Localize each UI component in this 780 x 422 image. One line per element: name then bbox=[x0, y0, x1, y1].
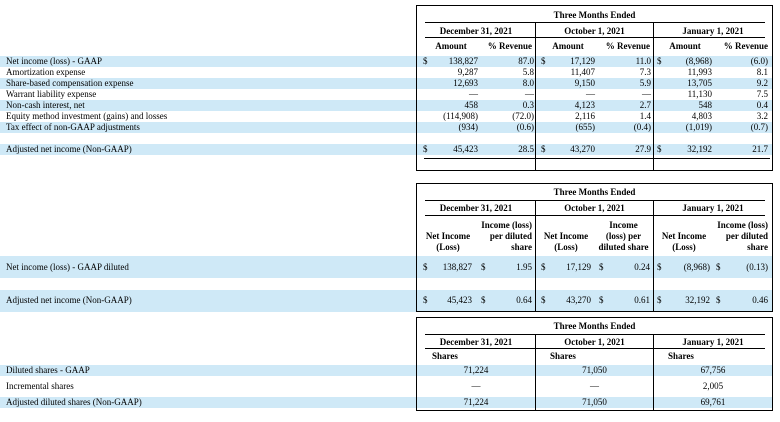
shares-cell: 71,050 bbox=[582, 397, 607, 407]
currency-symbol: $ bbox=[541, 56, 546, 66]
amount-cell: 4,123 bbox=[574, 100, 595, 110]
currency-symbol: $ bbox=[716, 262, 721, 272]
pct-cell: 7.3 bbox=[639, 67, 651, 77]
col-header-shares: Shares bbox=[550, 351, 576, 361]
shares-cell: 2,005 bbox=[702, 381, 724, 391]
divider bbox=[425, 334, 765, 335]
amount-cell: 32,192 bbox=[687, 144, 712, 154]
divider bbox=[653, 200, 654, 312]
currency-symbol: $ bbox=[599, 295, 604, 305]
period-header: October 1, 2021 bbox=[564, 337, 625, 347]
period-header: January 1, 2021 bbox=[682, 337, 744, 347]
amount-cell: 548 bbox=[698, 100, 712, 110]
currency-symbol: $ bbox=[541, 295, 546, 305]
pct-cell: 8.1 bbox=[756, 67, 768, 77]
pct-cell: 3.2 bbox=[756, 111, 768, 121]
pct-cell: 5.9 bbox=[639, 78, 651, 88]
col-header-eps: Income (loss) per diluted share bbox=[481, 220, 532, 252]
col-header-eps: Income (loss) per diluted share bbox=[717, 220, 768, 252]
amount-cell: (114,908) bbox=[443, 111, 478, 121]
currency-symbol: $ bbox=[541, 144, 546, 154]
row-label: Adjusted diluted shares (Non-GAAP) bbox=[6, 397, 142, 407]
amount-cell: 12,693 bbox=[453, 78, 478, 88]
col-header-amount: Amount bbox=[552, 41, 584, 51]
pct-cell: 0.4 bbox=[756, 100, 768, 110]
shares-cell: 71,050 bbox=[582, 365, 607, 375]
amount-cell: 17,129 bbox=[570, 56, 595, 66]
shares-cell: — bbox=[590, 381, 599, 391]
col-header-amount: Amount bbox=[435, 41, 467, 51]
currency-symbol: $ bbox=[423, 144, 428, 154]
shares-cell: 71,224 bbox=[463, 365, 489, 375]
currency-symbol: $ bbox=[541, 262, 546, 272]
amount-cell: 45,423 bbox=[453, 144, 478, 154]
amount-cell: 13,705 bbox=[687, 78, 712, 88]
eps-cell: 0.61 bbox=[634, 295, 650, 305]
pct-cell: 11.0 bbox=[635, 56, 651, 66]
currency-symbol: $ bbox=[716, 295, 721, 305]
col-header-pct: % Revenue bbox=[487, 41, 532, 51]
net-income-cell: 32,192 bbox=[685, 295, 710, 305]
amount-cell: 9,287 bbox=[457, 67, 478, 77]
eps-cell: (0.13) bbox=[746, 262, 768, 272]
row-label: Share-based compensation expense bbox=[6, 78, 134, 88]
net-income-cell: 17,129 bbox=[566, 262, 591, 272]
currency-symbol: $ bbox=[657, 56, 662, 66]
eps-cell: 0.64 bbox=[516, 295, 532, 305]
pct-cell: 28.5 bbox=[518, 144, 534, 154]
divider bbox=[425, 200, 765, 201]
pct-cell: 9.2 bbox=[756, 78, 768, 88]
currency-symbol: $ bbox=[657, 262, 662, 272]
row-label: Tax effect of non-GAAP adjustments bbox=[6, 122, 140, 132]
amount-cell: 4,803 bbox=[691, 111, 712, 121]
currency-symbol: $ bbox=[423, 56, 428, 66]
period-header: December 31, 2021 bbox=[439, 26, 513, 36]
divider bbox=[653, 22, 654, 171]
row-label: Diluted shares - GAAP bbox=[6, 365, 90, 375]
currency-symbol: $ bbox=[599, 262, 604, 272]
table1-title: Three Months Ended bbox=[553, 10, 636, 20]
amount-cell: — bbox=[469, 89, 478, 99]
col-header-shares: Shares bbox=[668, 351, 694, 361]
pct-cell: 2.7 bbox=[639, 100, 651, 110]
pct-cell: 5.8 bbox=[522, 67, 534, 77]
pct-cell: — bbox=[642, 89, 651, 99]
row-label: Non-cash interest, net bbox=[6, 100, 85, 110]
period-header: October 1, 2021 bbox=[564, 26, 625, 36]
amount-cell: 458 bbox=[464, 100, 478, 110]
col-header-shares: Shares bbox=[432, 351, 458, 361]
divider bbox=[425, 37, 765, 38]
eps-cell: 0.24 bbox=[634, 262, 650, 272]
pct-cell: 87.0 bbox=[518, 56, 534, 66]
row-label: Net income (loss) - GAAP bbox=[6, 56, 102, 66]
amount-cell: (8,968) bbox=[685, 56, 712, 66]
col-header-net-income: Net Income (Loss) bbox=[661, 231, 707, 252]
pct-cell: 7.5 bbox=[756, 89, 768, 99]
pct-cell: (72.0) bbox=[512, 111, 534, 121]
col-header-net-income: Net Income (Loss) bbox=[543, 231, 589, 252]
amount-cell: 2,116 bbox=[575, 111, 595, 121]
amount-cell: 9,150 bbox=[574, 78, 595, 88]
shares-cell: 69,761 bbox=[700, 397, 726, 407]
pct-cell: 1.4 bbox=[639, 111, 651, 121]
row-label: Warrant liability expense bbox=[6, 89, 97, 99]
subtotal-rule bbox=[424, 158, 770, 159]
col-header-pct: % Revenue bbox=[723, 41, 768, 51]
divider bbox=[425, 348, 765, 349]
period-header: October 1, 2021 bbox=[564, 203, 625, 213]
pct-cell: (0.4) bbox=[633, 122, 651, 132]
amount-cell: (934) bbox=[458, 122, 478, 132]
row-label: Incremental shares bbox=[6, 381, 74, 391]
col-header-pct: % Revenue bbox=[605, 41, 650, 51]
amount-cell: (655) bbox=[575, 122, 595, 132]
amount-cell: 43,270 bbox=[570, 144, 595, 154]
shares-cell: 67,756 bbox=[700, 365, 726, 375]
pct-cell: 21.7 bbox=[752, 144, 768, 154]
amount-cell: — bbox=[586, 89, 595, 99]
currency-symbol: $ bbox=[657, 144, 662, 154]
row-label: Adjusted net income (Non-GAAP) bbox=[6, 144, 132, 154]
amount-cell: (1,019) bbox=[685, 122, 712, 132]
currency-symbol: $ bbox=[481, 295, 486, 305]
currency-symbol: $ bbox=[423, 262, 428, 272]
eps-cell: 1.95 bbox=[516, 262, 532, 272]
amount-cell: 11,407 bbox=[570, 67, 595, 77]
period-header: January 1, 2021 bbox=[682, 203, 744, 213]
net-income-cell: (8,968) bbox=[683, 262, 710, 272]
eps-cell: 0.46 bbox=[752, 295, 768, 305]
shares-cell: — bbox=[471, 381, 481, 391]
pct-cell: (6.0) bbox=[750, 56, 768, 66]
net-income-cell: 138,827 bbox=[442, 262, 472, 272]
shares-cell: 71,224 bbox=[463, 397, 489, 407]
pct-cell: (0.7) bbox=[750, 122, 768, 132]
amount-cell: 11,130 bbox=[687, 89, 712, 99]
currency-symbol: $ bbox=[481, 262, 486, 272]
currency-symbol: $ bbox=[423, 295, 428, 305]
divider bbox=[535, 200, 536, 312]
net-income-cell: 45,423 bbox=[447, 295, 472, 305]
row-label: Equity method investment (gains) and losses bbox=[6, 111, 168, 121]
col-header-eps: Income (loss) per diluted share bbox=[598, 220, 649, 252]
col-header-net-income: Net Income (Loss) bbox=[425, 231, 471, 252]
period-header: December 31, 2021 bbox=[439, 337, 513, 347]
row-label: Amortization expense bbox=[6, 67, 86, 77]
amount-cell: 11,993 bbox=[687, 67, 712, 77]
pct-cell: — bbox=[525, 89, 534, 99]
net-income-cell: 43,270 bbox=[566, 295, 591, 305]
row-label: Net income (loss) - GAAP diluted bbox=[6, 262, 129, 272]
table3-title: Three Months Ended bbox=[553, 321, 636, 331]
amount-cell: 138,827 bbox=[448, 56, 478, 66]
divider bbox=[425, 22, 765, 23]
col-header-amount: Amount bbox=[669, 41, 701, 51]
pct-cell: 27.9 bbox=[635, 144, 651, 154]
divider bbox=[425, 215, 765, 216]
pct-cell: 0.3 bbox=[522, 100, 534, 110]
pct-cell: 8.0 bbox=[522, 78, 534, 88]
period-header: January 1, 2021 bbox=[682, 26, 744, 36]
period-header: December 31, 2021 bbox=[439, 203, 513, 213]
pct-cell: (0.6) bbox=[516, 122, 534, 132]
currency-symbol: $ bbox=[657, 295, 662, 305]
table2-title: Three Months Ended bbox=[553, 187, 636, 197]
row-label: Adjusted net income (Non-GAAP) bbox=[6, 295, 132, 305]
divider bbox=[535, 22, 536, 171]
